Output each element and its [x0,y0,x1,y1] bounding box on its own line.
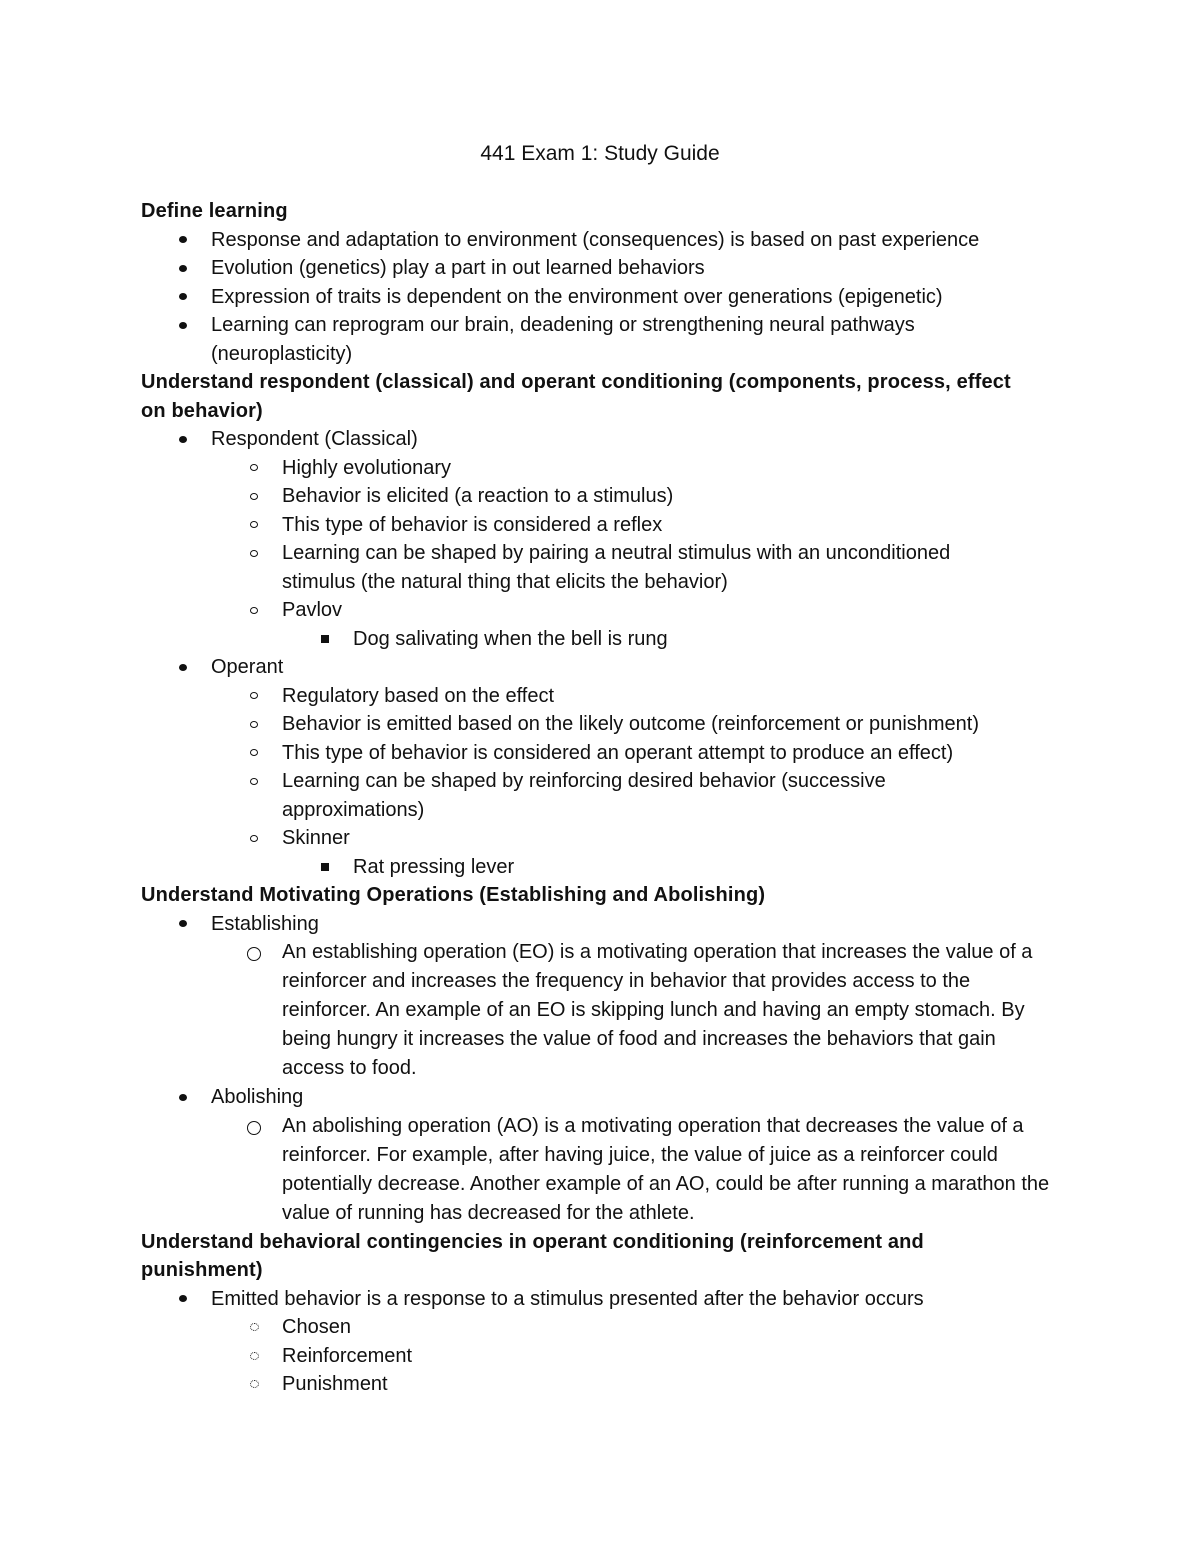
list-item: This type of behavior is considered a reflex [141,511,1061,540]
list-item: An abolishing operation (AO) is a motivating operation that decreases the value of a reinforcer. For example, after having juice, the value of juice as a reinforcer could potentially decrease. Another example of an AO, could be after running a marathon the value of running has decreased for the athlete. [141,1112,1052,1228]
list-item: Skinner [141,824,1061,853]
bullet-circle-icon [244,938,264,967]
bullet-circle-icon [244,824,264,853]
list-item: Emitted behavior is a response to a stimulus presented after the behavior occurs [141,1285,1061,1314]
bullet-circle-icon [244,1112,264,1141]
list-item: This type of behavior is considered an operant attempt to produce an effect) [141,739,1072,768]
bullet-disc-icon [173,910,193,939]
list-item: Abolishing [141,1083,1061,1112]
list-item: Evolution (genetics) play a part in out learned behaviors [141,254,1061,283]
list-item: Establishing [141,910,1061,939]
bullet-circle-icon [244,482,264,511]
bullet-disc-icon [173,283,193,312]
list-item: Learning can reprogram our brain, deadening or strengthening neural pathways (neuroplasticity) [141,311,981,368]
list-item: Dog salivating when the bell is rung [141,625,1061,654]
section-heading: Define learning [141,200,288,222]
bullet-circle-icon [244,454,264,483]
list-item: Operant [141,653,1061,682]
list-item: An establishing operation (EO) is a motivating operation that increases the value of a reinforcer and increases the frequency in behavior that provides access to the reinforcer. An example of an EO is skipping lunch and having an empty stomach. By being hungry it increases the value of food and increases the behaviors that gain access to food. [141,938,1052,1083]
bullet-square-icon [315,853,335,882]
bullet-disc-icon [173,311,193,340]
list-item: Highly evolutionary [141,454,1061,483]
bullet-disc-icon [173,1083,193,1112]
list-item: Punishment [141,1370,1061,1399]
section-heading: Understand behavioral contingencies in operant conditioning (reinforcement and punishment) [141,1230,924,1281]
list-item: Expression of traits is dependent on the environment over generations (epigenetic) [141,283,1061,312]
bullet-dotted-circle-icon [244,1313,264,1342]
bullet-circle-icon [244,511,264,540]
list-item: Rat pressing lever [141,853,1061,882]
list-item: Chosen [141,1313,1061,1342]
bullet-circle-icon [244,767,264,796]
bullet-square-icon [315,625,335,654]
list-item: Learning can be shaped by reinforcing desired behavior (successive approximations) [141,767,1012,824]
bullet-circle-icon [244,710,264,739]
bullet-dotted-circle-icon [244,1370,264,1399]
bullet-circle-icon [244,739,264,768]
bullet-disc-icon [173,425,193,454]
bullet-dotted-circle-icon [244,1342,264,1371]
list-item: Respondent (Classical) [141,425,1061,454]
bullet-disc-icon [173,226,193,255]
list-item: Behavior is elicited (a reaction to a stimulus) [141,482,1061,511]
list-item: Regulatory based on the effect [141,682,1061,711]
bullet-disc-icon [173,653,193,682]
document-body [141,197,1061,1399]
list-item: Behavior is emitted based on the likely outcome (reinforcement or punishment) [141,710,1072,739]
list-item: Pavlov [141,596,1061,625]
list-item: Reinforcement [141,1342,1061,1371]
bullet-disc-icon [173,254,193,283]
list-item: Learning can be shaped by pairing a neutral stimulus with an unconditioned stimulus (the natural thing that elicits the behavior) [141,539,1012,596]
bullet-circle-icon [244,682,264,711]
page-title: 441 Exam 1: Study Guide [480,142,720,165]
bullet-circle-icon [244,539,264,568]
section-heading: Understand Motivating Operations (Establishing and Abolishing) [141,884,766,906]
bullet-disc-icon [173,1285,193,1314]
section-heading: Understand respondent (classical) and operant conditioning (components, process, effect on behavior) [141,371,1011,422]
bullet-circle-icon [244,596,264,625]
list-item: Response and adaptation to environment (consequences) is based on past experience [141,226,1061,255]
